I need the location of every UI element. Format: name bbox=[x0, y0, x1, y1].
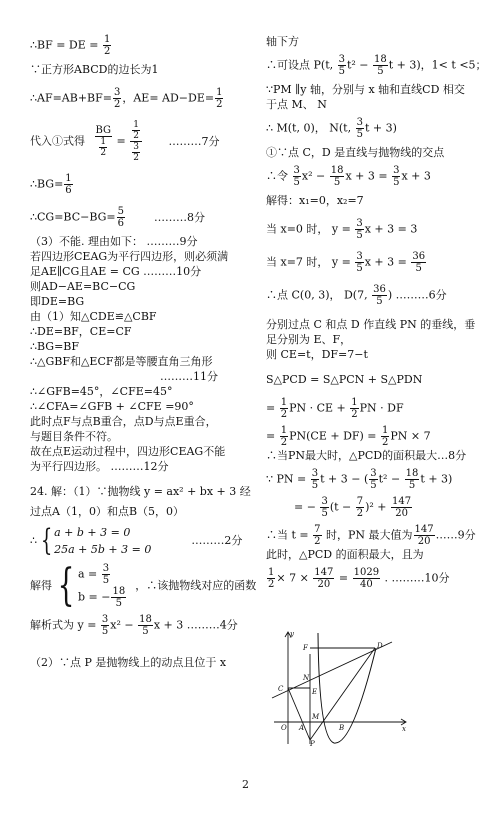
line-bf-de: ∴BF = DE = $\frac{1}{2}$ bbox=[30, 34, 111, 57]
label-f: F bbox=[303, 644, 308, 652]
line-part2: （2）∵点 P 是抛物线上的动点且位于 x bbox=[30, 656, 227, 669]
label-y: y bbox=[290, 630, 294, 638]
line-bg: ∴BG= $\frac{1}{6}$ bbox=[30, 173, 72, 196]
right-column bbox=[266, 34, 487, 590]
line-solution: 解得 { a = $\frac{3}{5}$ b = − $\frac{18}{5}$ ，∴该抛物线对应的函数 bbox=[30, 560, 257, 611]
page-number: 2 bbox=[242, 778, 249, 791]
line-text: 则AD−AE=BC−CG bbox=[30, 280, 136, 293]
line-area2: = $\frac{1}{2}$ PN(CE + DF) = $\frac{1}{2}$ PN × 7 bbox=[266, 425, 431, 448]
line-cg: ∴CG=BC−BG= $\frac{5}{6}$ ………8分 bbox=[30, 206, 206, 229]
line-q24: 24. 解：（1）∵抛物线 y = ax² + bx + 3 经 bbox=[30, 485, 251, 498]
line-point-p: ∴可设点 P(t, $\frac{3}{5}$ t² − $\frac{18}{5}$ t + 3)，1< t <5； bbox=[266, 54, 487, 77]
line-max-area: $\frac{1}{2}$ × 7 × $\frac{147}{20}$ = $\frac{1029}{40}$ . ………10分 bbox=[268, 567, 450, 590]
label-b: B bbox=[339, 724, 345, 732]
line-score: ………11分 bbox=[160, 370, 218, 383]
line-text: 则 CE=t，DF=7−t bbox=[266, 348, 368, 361]
line-af-ae: ∴AF=AB+BF= $\frac{3}{2}$ ，AE= AD−DE= $\frac{1}{2}$ bbox=[30, 87, 223, 110]
line-text: 与题目条件不符。 bbox=[30, 430, 118, 443]
line-text: 此时，△PCD 的面积最大，且为 bbox=[266, 548, 424, 561]
line-part3: （3）不能. 理由如下： ………9分 bbox=[30, 235, 198, 248]
line-cd bbox=[272, 642, 392, 698]
line-text: 若四边形CEAG为平行四边形，则必须满 bbox=[30, 250, 229, 263]
line-area1: = $\frac{1}{2}$ PN · CE + $\frac{1}{2}$ PN · DF bbox=[266, 397, 404, 420]
label-d: D bbox=[377, 642, 383, 650]
line-text: 为平行四边形。 ………12分 bbox=[30, 460, 169, 473]
line-text: ①∵点 C，D 是直线与抛物线的交点 bbox=[266, 146, 445, 159]
label-e: E bbox=[312, 688, 318, 696]
label-a: A bbox=[299, 724, 305, 732]
line-text: 故在点E运动过程中，四边形CEAG不能 bbox=[30, 445, 226, 458]
line-text: 足AE∥CG且AE = CG ………10分 bbox=[30, 265, 202, 278]
line-pn: ∵ PN = $\frac{3}{5}$ t + 3 − ( $\frac{3}{5}$ t² − $\frac{18}{5}$ t + 3) bbox=[266, 468, 453, 491]
line-text: 分别过点 C 和点 D 作直线 PN 的垂线，垂 bbox=[266, 318, 476, 331]
line-text: 即DE=BG bbox=[30, 295, 85, 308]
line-area-sum: S△PCD = S△PCN + S△PDN bbox=[266, 373, 423, 386]
line-analytic: 解析式为 y = $\frac{3}{5}$ x² − $\frac{18}{5}$ x + 3 ………4分 bbox=[30, 614, 238, 637]
line-pn-vertex: = − $\frac{3}{5}$ (t − $\frac{7}{2}$ )² + $\frac{147}{20}$ bbox=[294, 496, 412, 519]
line-text: 解得：x₁=0，x₂=7 bbox=[266, 194, 364, 207]
label-p: P bbox=[310, 740, 315, 746]
line-text: 此时点F与点B重合，点D与点E重合， bbox=[30, 415, 217, 428]
line-mn: ∴ M(t, 0)， N(t, $\frac{3}{5}$ t + 3) bbox=[266, 117, 397, 140]
line-points: 过点A（1，0）和点B（5，0） bbox=[30, 505, 185, 518]
line-x0: 当 x=0 时， y = $\frac{3}{5}$ x + 3 = 3 bbox=[266, 218, 418, 241]
line-x7: 当 x=7 时， y = $\frac{3}{5}$ x + 3 = $\frac{36}{5}$ bbox=[266, 251, 426, 274]
line-text: 由（1）知△CDE≌△CBF bbox=[30, 310, 157, 323]
line-t-max: ∴当 t = $\frac{7}{2}$ 时，PN 最大值为 $\frac{147}{20}$ ……9分 bbox=[266, 524, 476, 547]
line-text: 轴下方 bbox=[266, 35, 299, 48]
line-text: ∴BG=BF bbox=[30, 340, 80, 353]
label-m: M bbox=[312, 713, 320, 721]
line-text: ∵PM ∥y 轴，分别与 x 轴和直线CD 相交 bbox=[266, 83, 465, 96]
label-o: O bbox=[281, 724, 287, 732]
line-side-length: ∵正方形ABCD的边长为1 bbox=[30, 63, 159, 76]
label-n: N bbox=[303, 674, 310, 682]
line-text: ∴∠GFB=45°，∠CFE=45° bbox=[30, 385, 173, 398]
parabola-figure bbox=[270, 628, 410, 746]
line-text: 于点 M、 N bbox=[266, 98, 327, 111]
label-x: x bbox=[402, 725, 406, 733]
line-cd: ∴点 C(0, 3)， D(7, $\frac{36}{5}$ ) ………6分 bbox=[266, 284, 447, 307]
line-intersect: ∴令 $\frac{3}{5}$ x² − $\frac{18}{5}$ x + 3 = $\frac{3}{5}$ x + 3 bbox=[266, 165, 431, 188]
segment-cp bbox=[288, 688, 310, 740]
line-substitute: 代入①式得 $\frac{BG}{\frac{1}{2}}$ = $\frac{\frac{1}{2}}{\frac{3}{2}}$ ………7分 bbox=[30, 120, 220, 163]
line-text: ∴△GBF和△ECF都是等腰直角三角形 bbox=[30, 355, 213, 368]
line-system: ∴ { a + b + 3 = 0 25a + 5b + 3 = 0………2分 bbox=[30, 523, 243, 558]
fraction: $\frac{1}{2}$ bbox=[103, 34, 111, 57]
left-column bbox=[30, 34, 258, 670]
label-c: C bbox=[278, 685, 284, 693]
line-text: 足分别为 E、F， bbox=[266, 333, 352, 346]
line-text: ∴∠CFA=∠GFB + ∠CFE =90° bbox=[30, 400, 194, 413]
line-text: ∴当PN最大时，△PCD的面积最大…8分 bbox=[266, 449, 467, 462]
line-text: ∴DE=BF，CE=CF bbox=[30, 325, 132, 338]
